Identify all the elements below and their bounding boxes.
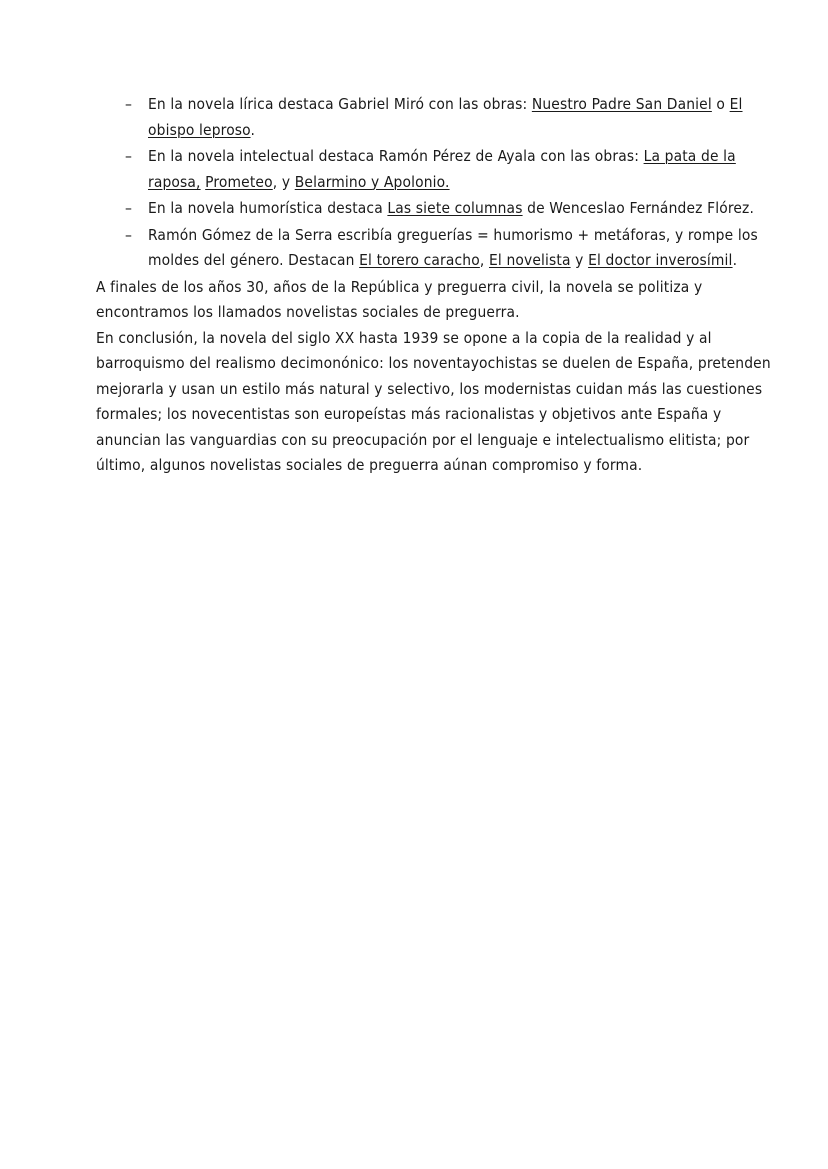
- bullet-text-mid: y: [570, 251, 589, 269]
- paragraph-conclusion: En conclusión, la novela del siglo XX hasta 1939 se opone a la copia de la realidad y al barroquismo del realismo decimonónico: los noventayochistas se duelen de España, pretenden mejorarla y usan un estilo más natural y selectivo, los modernistas cuidan más las cuestiones formales; los novecentistas son europeístas más racionalistas y objetivos ante España y anuncian las vanguardias con su preocupación por el lenguaje e intelectualismo elitista; por último, algunos novelistas sociales de preguerra aúnan compromiso y forma.: [96, 328, 771, 474]
- bullet-text-mid: ,: [479, 251, 489, 269]
- work-title: El torero caracho: [359, 251, 480, 269]
- work-title: La pata de la raposa,: [148, 147, 736, 191]
- list-item: [96, 144, 772, 195]
- bullet-text-mid: , y: [272, 172, 295, 191]
- list-item: [96, 92, 772, 143]
- list-item: [96, 196, 772, 222]
- bullet-text-lead: En la novela humorística destaca: [148, 199, 388, 217]
- bullet-text-tail: .: [250, 120, 256, 139]
- work-title: Las siete columnas: [387, 199, 523, 217]
- bullet-text-lead: Ramón Gómez de la Serra escribía greguerías = humorismo + metáforas, y rompe los moldes del género. Destacan: [148, 225, 758, 269]
- bullet-text-mid: de Wenceslao Fernández Flórez.: [522, 199, 754, 217]
- bullet-marker-icon: –: [125, 147, 133, 165]
- bullet-marker-icon: –: [125, 199, 133, 217]
- work-title: Belarmino y Apolonio.: [294, 172, 450, 191]
- document-content: [96, 92, 772, 479]
- bullet-text-tail: .: [732, 251, 738, 269]
- bullet-text-mid: o: [711, 95, 730, 113]
- bullet-text-lead: En la novela lírica destaca Gabriel Miró con las obras:: [148, 95, 532, 113]
- bullet-marker-icon: –: [125, 95, 133, 113]
- literature-bullet-list: [96, 92, 772, 274]
- work-title: Nuestro Padre San Daniel: [531, 95, 712, 113]
- work-title: El obispo leproso: [148, 95, 743, 139]
- work-title: Prometeo: [205, 172, 273, 191]
- bullet-marker-icon: –: [125, 225, 133, 244]
- work-title: El doctor inverosímil: [588, 251, 733, 269]
- paragraph-politicization: A finales de los años 30, años de la República y preguerra civil, la novela se politiza y encontramos los llamados novelistas sociales de preguerra.: [96, 277, 703, 321]
- work-title: El novelista: [488, 251, 571, 269]
- list-item: [96, 223, 772, 274]
- bullet-text-lead: En la novela intelectual destaca Ramón Pérez de Ayala con las obras:: [148, 147, 644, 165]
